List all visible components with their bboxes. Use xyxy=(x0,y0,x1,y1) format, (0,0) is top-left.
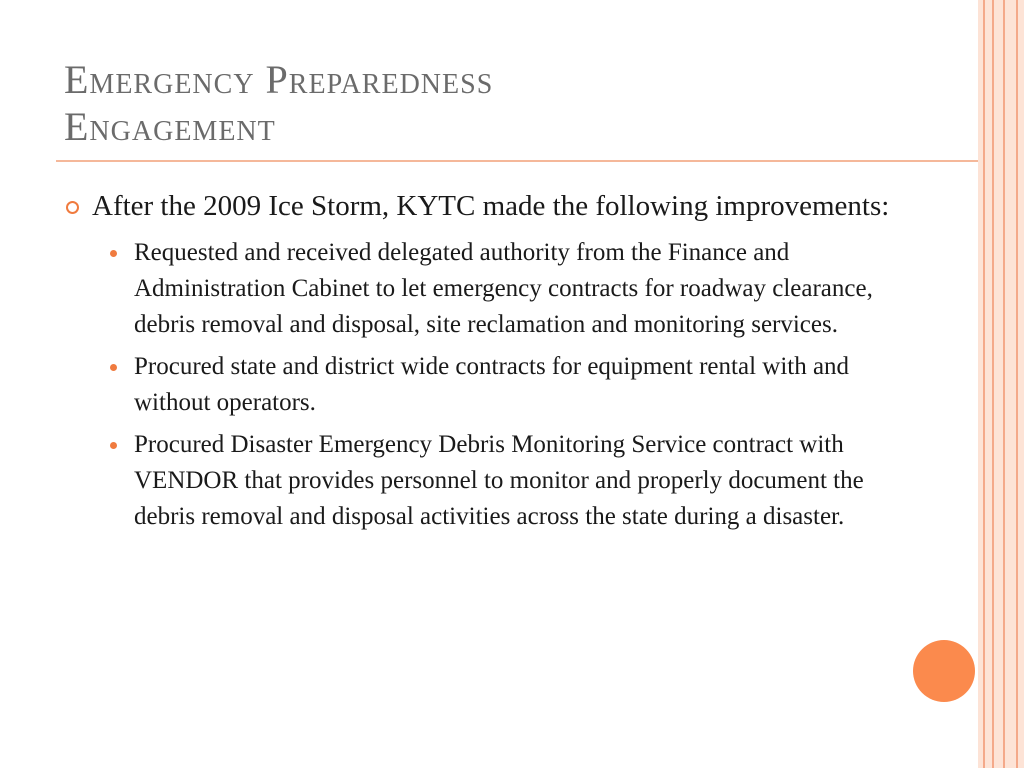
sub-bullet-2 xyxy=(106,349,904,421)
dot-bullet-icon xyxy=(110,364,117,371)
sub-bullet-list xyxy=(64,235,904,535)
slide-title-line-2: Engagement xyxy=(64,104,276,149)
slide-title-line-1: Emergency Preparedness xyxy=(64,57,494,102)
decorative-circle xyxy=(913,640,975,702)
sub-bullet-3 xyxy=(106,427,904,535)
dot-bullet-icon xyxy=(110,250,117,257)
ring-bullet-icon xyxy=(66,201,79,214)
sub-bullet-1 xyxy=(106,235,904,343)
bullet-main-text: After the 2009 Ice Storm, KYTC made the following improvements: xyxy=(92,190,890,222)
border-line-2 xyxy=(992,0,994,768)
dot-bullet-icon xyxy=(110,442,117,449)
border-line-4 xyxy=(1016,0,1018,768)
border-line-1 xyxy=(983,0,985,768)
sub-bullet-3-text: Procured Disaster Emergency Debris Monitoring Service contract with VENDOR that provides personnel to monitor and properly document the debris removal and disposal activities across the state during a disaster. xyxy=(134,431,864,530)
sub-bullet-2-text: Procured state and district wide contracts for equipment rental with and without operators. xyxy=(134,353,850,416)
slide-body xyxy=(64,188,904,541)
sub-bullet-1-text: Requested and received delegated authority from the Finance and Administration Cabinet to let emergency contracts for roadway clearance, debris removal and disposal, site reclamation and monitoring services. xyxy=(134,239,873,338)
title-divider xyxy=(56,160,978,162)
slide-title xyxy=(64,56,924,150)
bullet-main xyxy=(64,188,904,225)
border-line-3 xyxy=(1003,0,1005,768)
